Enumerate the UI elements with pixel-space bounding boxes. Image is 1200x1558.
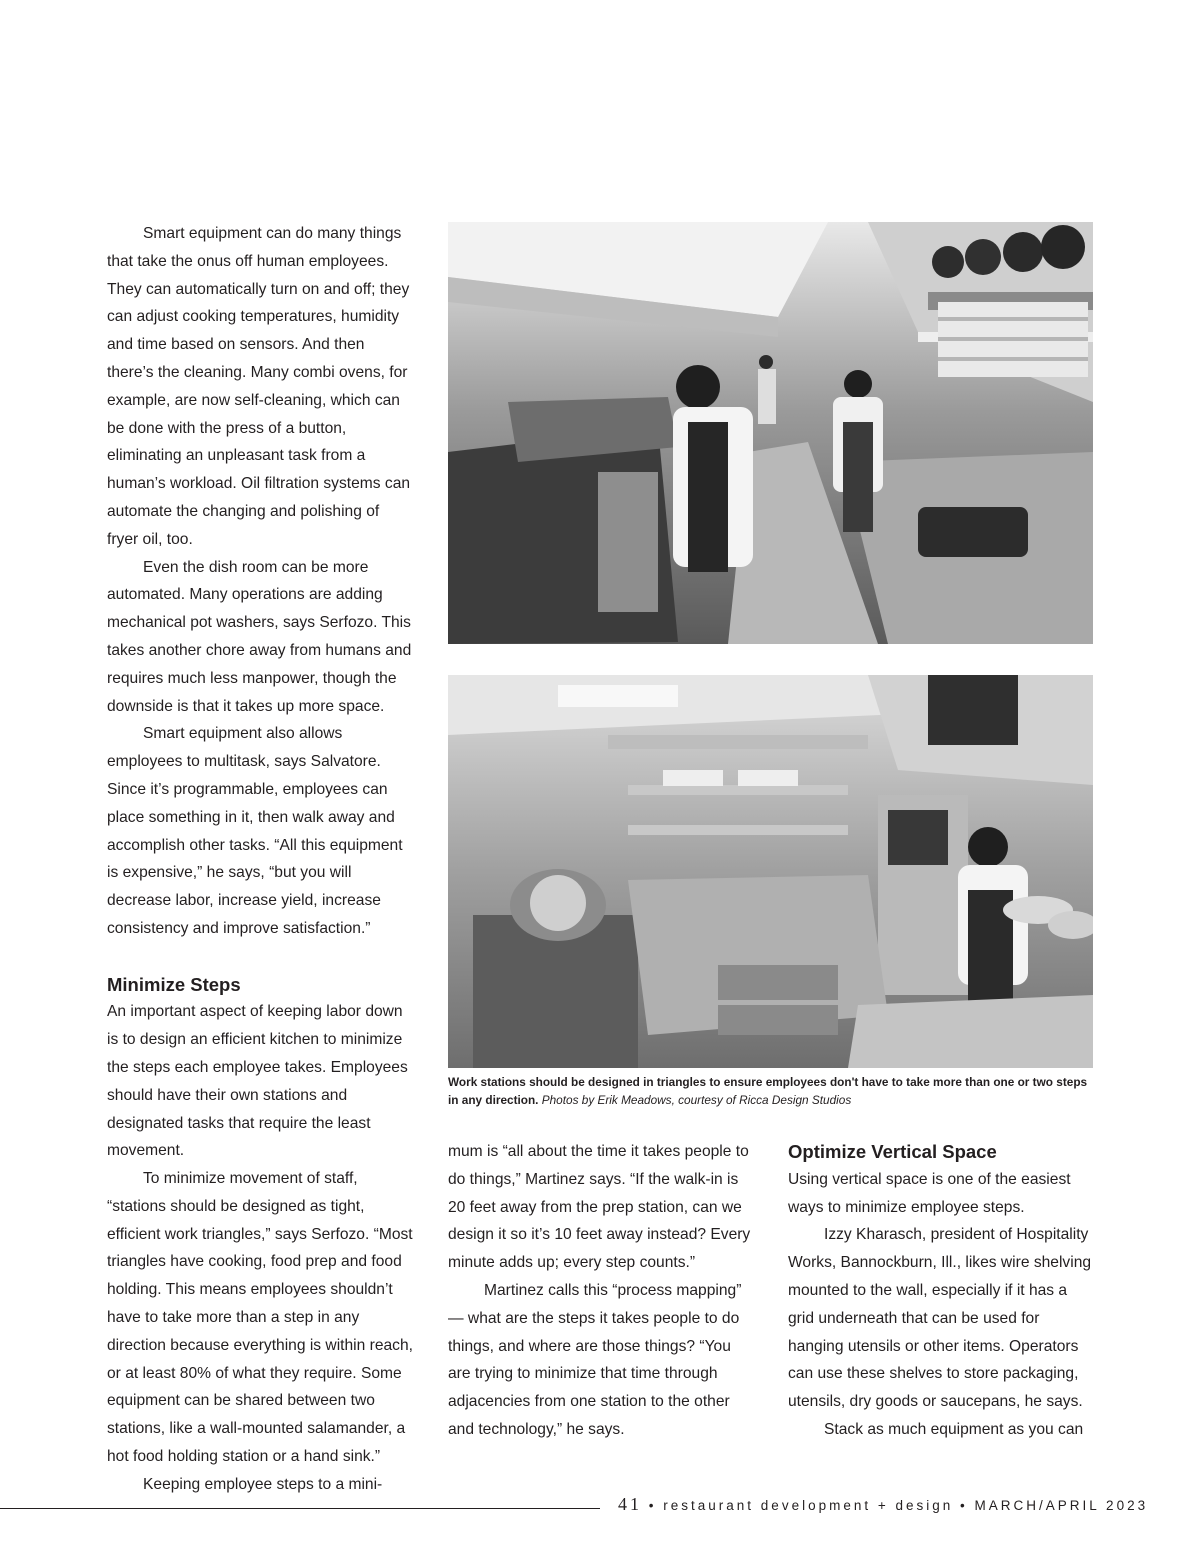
paragraph: Keeping employee steps to a mini- [143,1475,383,1493]
section-heading: Minimize Steps [107,973,241,995]
paragraph: Smart equipment also allows employees to multitask, says Salvatore. Since it’s programmable, employees can place something in it, then walk away and accomplish other tasks. “All this equipment is expensive,” he says, “but you will decrease labor, increase yield, increase consistency and improve satisfaction.” [107,725,403,937]
publication-name: restaurant development + design [663,1498,954,1513]
kitchen-photo-1 [448,222,1093,644]
page-footer [618,1494,1149,1515]
page-number: 41 [618,1494,642,1514]
caption-text: Work stations should be designed in triangles to ensure employees don't have to take more than one or two steps in any direction. [448,1075,1088,1107]
article-column-3 [788,1138,1093,1444]
paragraph: Stack as much equipment as you can [824,1420,1084,1438]
paragraph: Izzy Kharasch, president of Hospitality Works, Bannockburn, Ill., likes wire shelving mounted to the wall, especially if it has a grid underneath that can be used for hanging utensils or other items. Operators can use these shelves to store packaging, utensils, dry goods or saucepans, he says. [788,1226,1092,1411]
paragraph: Martinez calls this “process mapping” — what are the steps it takes people to do things, and where are those things? “You are trying to minimize that time through adjacencies from one station to the other and technology,” he says. [448,1281,742,1438]
paragraph: To minimize movement of staff, “stations should be designed as tight, efficient work triangles,” says Serfozo. “Most triangles have cooking, food prep and food holding. This means employees shouldn’t have to take more than a step in any direction because everything is within reach, or at least 80% of what they require. Some equipment can be shared between two stations, like a wall-mounted salamander, a hot food holding station or a hand sink.” [107,1170,413,1466]
kitchen-photo-2 [448,675,1093,1068]
article-column-2 [448,1138,753,1444]
photo-caption [448,1074,1093,1109]
footer-rule [0,1508,600,1509]
photo-credit: Photos by Erik Meadows, courtesy of Ricca Design Studios [541,1092,852,1107]
paragraph: Smart equipment can do many things that take the onus off human employees. They can automatically turn on and off; they can adjust cooking temperatures, humidity and time based on sensors. And then there’s the cleaning. Many combi ovens, for example, are now self-cleaning, which can be done with the press of a button, eliminating an unpleasant task from a human’s workload. Oil filtration systems can automate the changing and polishing of fryer oil, too. [107,225,411,548]
footer-bullet: • [960,1498,968,1513]
paragraph: An important aspect of keeping labor down is to design an efficient kitchen to minimize the steps each employee takes. Employees should have their own stations and designated tasks that require the least movement. [107,1003,408,1160]
section-heading: Optimize Vertical Space [788,1141,997,1162]
paragraph: Using vertical space is one of the easiest ways to minimize employee steps. [788,1170,1071,1216]
issue-date: MARCH/APRIL 2023 [974,1498,1149,1513]
footer-bullet: • [648,1498,657,1513]
paragraph: Even the dish room can be more automated. Many operations are adding mechanical pot washers, says Serfozo. This takes another chore away from humans and requires much less manpower, though the downside is that it takes up more space. [107,558,412,715]
paragraph: mum is “all about the time it takes people to do things,” Martinez says. “If the walk-in is 20 feet away from the prep station, can we design it so it’s 10 feet away instead? Every minute adds up; every step counts.” [448,1143,751,1272]
article-column-1 [107,220,413,1499]
